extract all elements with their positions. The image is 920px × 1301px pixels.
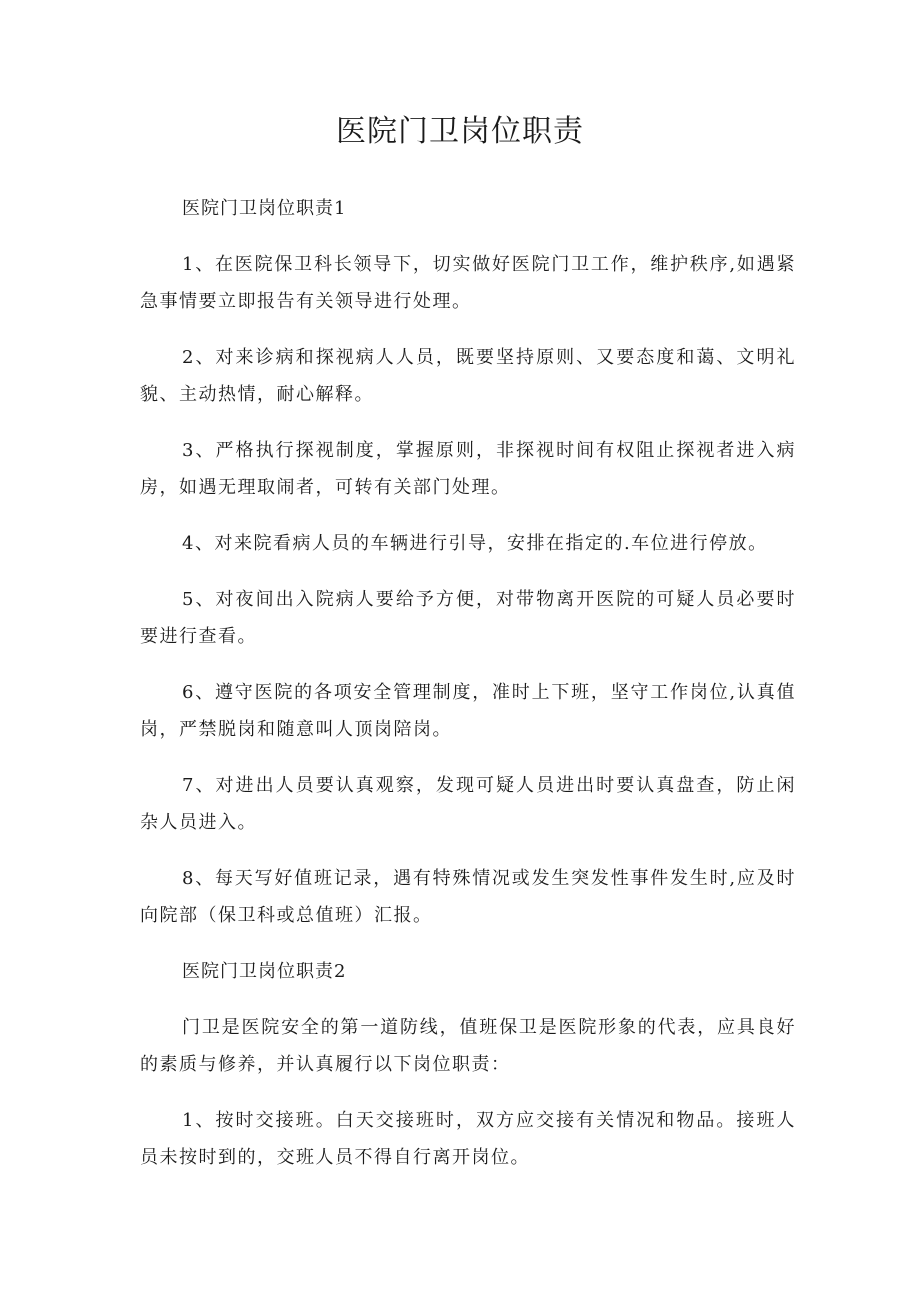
paragraph-1-7: 7、对进出人员要认真观察，发现可疑人员进出时要认真盘查，防止闲杂人员进入。	[140, 775, 796, 833]
paragraph-1-2: 2、对来诊病和探视病人人员，既要坚持原则、又要态度和蔼、文明礼貌、主动热情，耐心解释。	[140, 347, 796, 405]
paragraph-2-2: 1、按时交接班。白天交接班时，双方应交接有关情况和物品。接班人员未按时到的，交班人员不得自行离开岗位。	[140, 1110, 796, 1168]
paragraph-1-5: 5、对夜间出入院病人要给予方便，对带物离开医院的可疑人员必要时要进行查看。	[140, 589, 796, 647]
document-body	[140, 190, 796, 1195]
paragraph-1-1: 1、在医院保卫科长领导下，切实做好医院门卫工作，维护秩序,如遇紧急事情要立即报告有关领导进行处理。	[140, 254, 796, 312]
paragraph-1-6: 6、遵守医院的各项安全管理制度，准时上下班，坚守工作岗位,认真值岗，严禁脱岗和随意叫人顶岗陪岗。	[140, 682, 796, 740]
paragraph-1-3: 3、严格执行探视制度，掌握原则，非探视时间有权阻止探视者进入病房，如遇无理取闹者，可转有关部门处理。	[140, 440, 796, 498]
paragraph-1-4: 4、对来院看病人员的车辆进行引导，安排在指定的.车位进行停放。	[182, 533, 768, 554]
section-heading-2: 医院门卫岗位职责2	[182, 961, 347, 982]
section-heading-1: 医院门卫岗位职责1	[182, 198, 347, 219]
document-title: 医院门卫岗位职责	[336, 114, 584, 149]
paragraph-1-8: 8、每天写好值班记录，遇有特殊情况或发生突发性事件发生时,应及时向院部（保卫科或总值班）汇报。	[140, 868, 796, 926]
paragraph-2-1: 门卫是医院安全的第一道防线，值班保卫是医院形象的代表，应具良好的素质与修养，并认真履行以下岗位职责：	[140, 1017, 796, 1075]
